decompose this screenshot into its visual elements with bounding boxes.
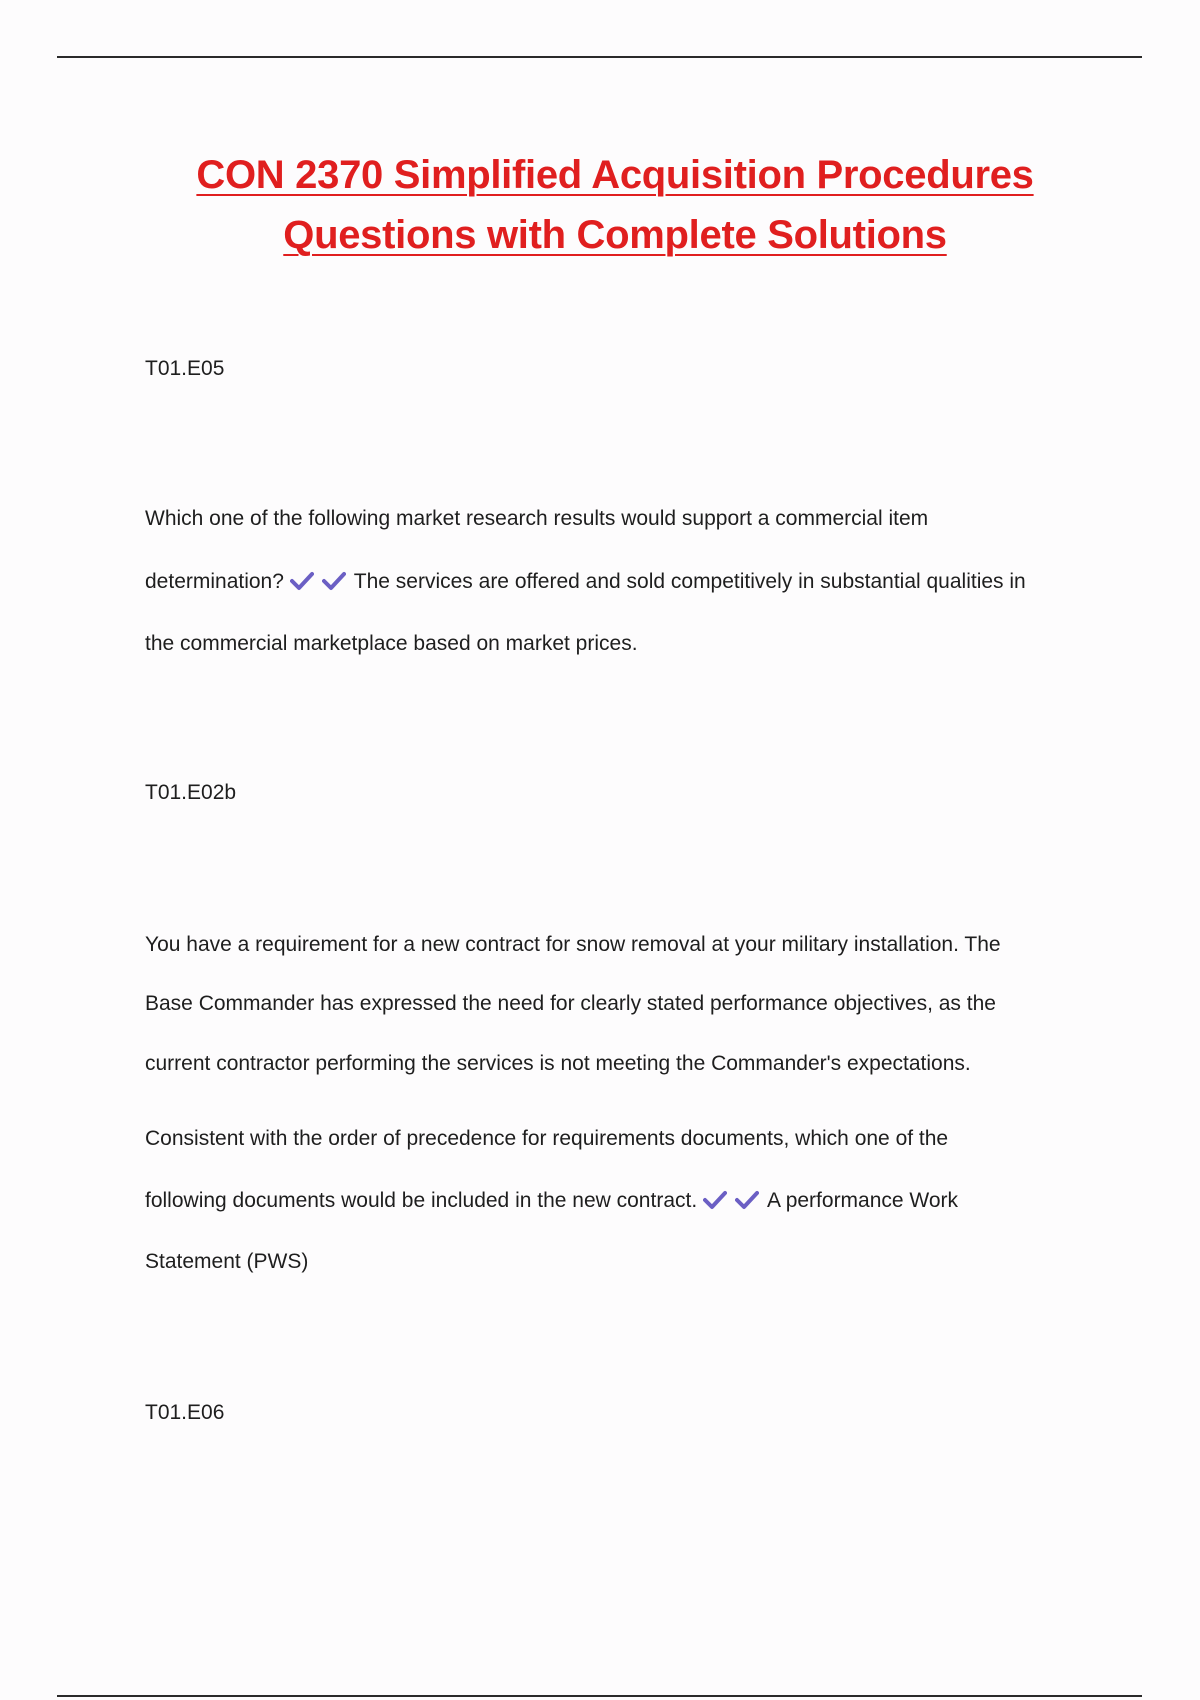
question-code: T01.E02b [145, 781, 237, 804]
answer-text-line: A performance Work [767, 1189, 959, 1212]
checkmark-icon [703, 1190, 727, 1210]
answer-text-line: Statement (PWS) [145, 1250, 309, 1273]
checkmark-icon [290, 571, 314, 591]
answer-text-line: the commercial marketplace based on market prices. [145, 632, 638, 655]
question-text-line: You have a requirement for a new contract for snow removal at your military installation. The [145, 933, 1001, 956]
checkmark-icon [322, 571, 346, 591]
title-line-2: Questions with Complete Solutions [283, 213, 947, 257]
question-answer-line [145, 570, 1026, 594]
question-code: T01.E06 [145, 1401, 225, 1424]
question-text-line: Consistent with the order of precedence for requirements documents, which one of the [145, 1127, 949, 1150]
question-code: T01.E05 [145, 357, 225, 380]
title-line-1: CON 2370 Simplified Acquisition Procedures [196, 153, 1034, 197]
question-text-line: following documents would be included in the new contract. [145, 1189, 698, 1212]
document-title [60, 145, 1170, 265]
answer-text-line: The services are offered and sold competitively in substantial qualities in [353, 570, 1026, 593]
question-text-line: current contractor performing the services is not meeting the Commander's expectations. [145, 1052, 971, 1075]
question-text-line: determination? [145, 570, 284, 593]
question-text-line: Which one of the following market research results would support a commercial item [145, 507, 929, 530]
top-rule [57, 56, 1142, 58]
bottom-rule [57, 1695, 1142, 1697]
checkmark-icon [735, 1190, 759, 1210]
question-answer-line [145, 1189, 958, 1213]
question-text-line: Base Commander has expressed the need for clearly stated performance objectives, as the [145, 992, 996, 1015]
